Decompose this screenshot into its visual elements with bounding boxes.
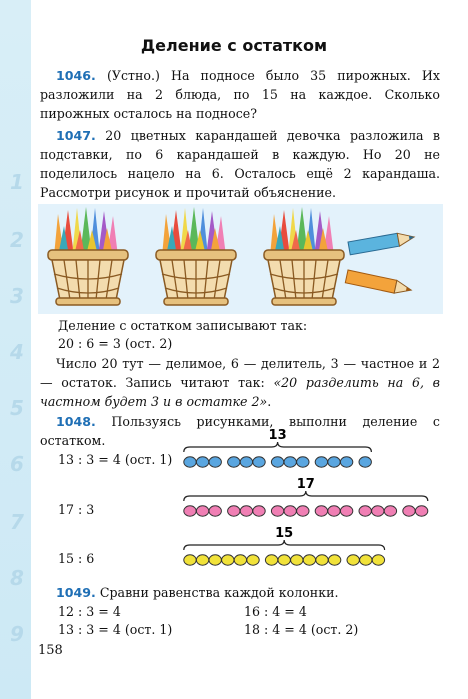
counting-circle [340,506,352,516]
equation: 12 : 3 = 4 [58,604,121,619]
counting-circle [303,555,315,565]
counting-circle [403,506,415,516]
pencils-in-cups-image [38,204,443,314]
counting-circle [291,555,303,565]
counting-circle [253,457,265,467]
margin-digit: 1 [10,170,24,194]
counting-circle [372,555,384,565]
explain-quote: «20 разделить на 6, в частном будет 3 и в остатке 2» [40,375,440,409]
division-row-label: 13 : 3 = 4 (ост. 1) [58,452,173,467]
margin-digit: 3 [10,284,24,308]
counting-circle [372,506,384,516]
counting-circle [384,506,396,516]
task-number: 1047. [56,128,96,143]
margin-digit: 2 [10,228,24,252]
counting-circle [209,457,221,467]
page-number: 158 [38,643,63,658]
counting-circle [240,457,252,467]
counting-circle [184,555,196,565]
counting-circle [209,506,221,516]
counting-circle [297,506,309,516]
counting-circle [415,506,427,516]
counting-circle [184,457,196,467]
brace [184,491,428,501]
pencil-cups-illustration [38,204,443,314]
counting-circle [340,457,352,467]
counting-circle [316,555,328,565]
task-text: Пользуясь рисунками, выполни деление с остатком. [40,414,440,448]
counting-circle [328,506,340,516]
equation: 18 : 4 = 4 (ост. 2) [244,622,359,637]
counting-circle [196,555,208,565]
counting-circle [328,555,340,565]
counting-circle [228,506,240,516]
counting-circle [315,457,327,467]
counting-circle [196,506,208,516]
counting-circle [297,457,309,467]
counting-circle [253,506,265,516]
task-text: 20 цветных карандашей девочка разложила в подставки, по 6 карандашей в каждую. Но 20 не поделилось нацело на 6. Осталось ещё 2 карандаша. Рассмотри рисунок и прочитай объяснение. [40,128,440,200]
counting-circle [209,555,221,565]
counting-circle [228,457,240,467]
counting-circle [222,555,234,565]
margin-digit: 7 [10,510,24,534]
task-1048 [40,412,440,450]
counting-circle [284,506,296,516]
total-label: 13 [268,428,287,443]
counting-circle [184,506,196,516]
margin-digit: 4 [10,340,24,364]
division-row-label: 17 : 3 [58,502,95,517]
margin-digit: 8 [10,566,24,590]
task-number: 1048. [56,414,96,429]
counting-circle [271,506,283,516]
counting-circle [271,457,283,467]
example-equation: 20 : 6 = 3 (ост. 2) [58,336,173,351]
explanation-paragraph [40,354,440,411]
counting-circle [328,457,340,467]
equation: 13 : 3 = 4 (ост. 1) [58,622,173,637]
margin-strip [0,0,31,699]
counting-circle [347,555,359,565]
division-row-label: 15 : 6 [58,551,95,566]
explain-text: Число 20 тут — делимое, 6 — делитель, 3 — частное и 2 — остаток. Запись читают так: [40,356,440,390]
explain-end: . [267,394,272,409]
task-1049 [40,583,440,602]
page-title: Деление с остатком [140,36,328,55]
counting-circle [265,555,277,565]
counting-circle [196,457,208,467]
task-1047 [40,126,440,202]
counting-circle [247,555,259,565]
total-label: 17 [296,477,315,492]
brace [184,540,385,550]
counting-circle [359,506,371,516]
explain-line: Деление с остатком записывают так: [58,318,308,333]
margin-digit: 6 [10,452,24,476]
task-number: 1046. [56,68,96,83]
task-1046 [40,66,440,123]
task-text: Сравни равенства каждой колонки. [99,585,339,600]
counting-circle [284,457,296,467]
counting-circle [359,457,371,467]
counting-circle [278,555,290,565]
margin-digit: 5 [10,396,24,420]
equation: 16 : 4 = 4 [244,604,307,619]
counting-circle [315,506,327,516]
counting-circle [234,555,246,565]
total-label: 15 [275,526,294,541]
counting-circle [360,555,372,565]
task-text: (Устно.) На подносе было 35 пирожных. Их разложили на 2 блюда, по 15 на каждое. Сколько пирожных осталось на подносе? [40,68,440,121]
counting-circle [240,506,252,516]
margin-digit: 9 [10,622,24,646]
task-number: 1049. [56,585,96,600]
